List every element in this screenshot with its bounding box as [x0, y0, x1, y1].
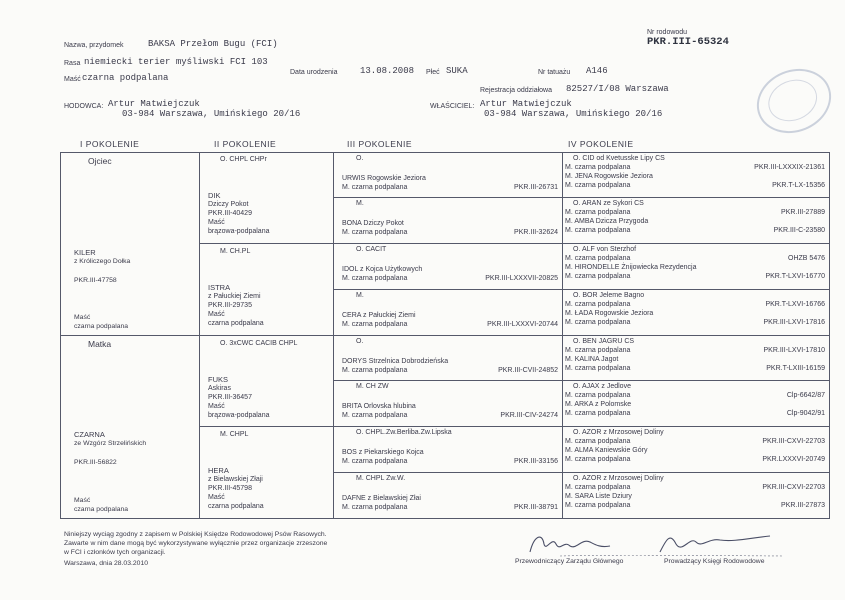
gen3-coat: M. czarna podpalana [342, 321, 408, 328]
gen3-cell [334, 290, 562, 335]
gen3-coat: M. czarna podpalana [342, 458, 408, 465]
dob-value: 13.08.2008 [360, 66, 415, 76]
reg-label: Rejestracja oddziałowa [480, 87, 552, 94]
gen2-titles: M. CH.PL [220, 248, 251, 255]
gen4-sire-coat: M. czarna podpalana [565, 484, 631, 491]
gen4-cell [563, 244, 829, 289]
reg-value: 82527/I/08 Warszawa [566, 84, 669, 94]
gen3-cell [334, 473, 562, 518]
gen2-name: ISTRA [208, 283, 231, 292]
gen3-titles: M. CH ZW [356, 383, 389, 390]
gen4-dam: M. ŁADA Rogowskie Jeziora [565, 310, 654, 317]
gen4-sire-reg: Clp-6642/87 [786, 392, 825, 399]
gen2-coat-label: Maść [208, 494, 225, 501]
sex-label: Płeć [426, 69, 440, 76]
gen4-sire: O. AZOR z Mrzosowej Doliny [573, 429, 664, 436]
owner-label: WŁAŚCICIEL: [430, 103, 475, 110]
tattoo-value: A146 [586, 66, 608, 76]
footer-line-1: Niniejszy wyciąg zgodny z zapisem w Polskiej Księdze Rodowodowej Psów Rasowych. [64, 531, 327, 538]
gen4-dam-reg: PKR.LXXXVI-20749 [762, 456, 825, 463]
gen4-dam-coat: M. czarna podpalana [565, 273, 631, 280]
gen4-cell [563, 336, 829, 380]
sex-value: SUKA [446, 66, 468, 76]
gen3-reg: PKR.III-26731 [514, 184, 558, 191]
gen3-name: DORYS Strzelnica Dobrodzieńska [342, 358, 449, 365]
gen3-reg: PKR.III-LXXXVI-20744 [487, 321, 558, 328]
gen4-sire-coat: M. czarna podpalana [565, 347, 631, 354]
gen3-reg: PKR.III-LXXXVII-20825 [485, 275, 558, 282]
gen2-cell [200, 244, 333, 335]
gen4-dam-coat: M. czarna podpalana [565, 456, 631, 463]
gen4-dam-reg: PKR.III-LXVI-17816 [763, 319, 825, 326]
gen4-cell [563, 290, 829, 335]
gen4-dam: M. HIRONDELLE Żnijowiecka Rezydencja [565, 264, 697, 271]
gen3-name: IDOL z Kojca Użytkowych [342, 266, 423, 273]
gen2-reg: PKR.III-45798 [208, 485, 252, 492]
mother-coat-label: Maść [74, 497, 91, 504]
stamp-seal [747, 58, 841, 144]
gen2-kennel: z Pałuckiej Ziemi [208, 293, 261, 300]
gen4-sire: O. BEN JAGRU CS [573, 338, 635, 345]
gen3-name: BOS z Piekarskiego Kojca [342, 449, 424, 456]
gen4-dam: M. KALINA Jagot [565, 356, 619, 363]
gen2-cell [200, 427, 333, 518]
gen2-reg: PKR.III-36457 [208, 394, 252, 401]
gen3-coat: M. czarna podpalana [342, 275, 408, 282]
coat-value: czarna podpalana [82, 73, 169, 83]
gen3-titles: O. CACIT [356, 246, 387, 253]
gen3-cell [334, 153, 562, 197]
nr-label: Nr rodowodu [647, 29, 688, 36]
gen4-dam: M. AMBA Dzicza Przygoda [565, 218, 649, 225]
gen3-name: BRITA Orlovska hlubina [342, 403, 416, 410]
gen3-cell [334, 198, 562, 243]
gen3-name: BONA Dziczy Pokot [342, 220, 404, 227]
gen3-titles: M. CHPL Zw.W. [356, 475, 406, 482]
gen3-cell [334, 244, 562, 289]
gen4-dam-coat: M. czarna podpalana [565, 410, 631, 417]
gen4-sire-reg: OHZB 5476 [788, 255, 825, 262]
gen4-sire: O. BOR Jeleme Bagno [573, 292, 645, 299]
owner-name: Artur Matwiejczuk [480, 99, 572, 109]
gen2-reg: PKR.III-40429 [208, 210, 252, 217]
gen3-name: URWIS Rogowskie Jeziora [342, 175, 426, 182]
gen3-coat: M. czarna podpalana [342, 504, 408, 511]
gen3-coat: M. czarna podpalana [342, 367, 408, 374]
gen-header-3: III POKOLENIE [347, 139, 413, 149]
gen4-sire-coat: M. czarna podpalana [565, 209, 631, 216]
gen4-dam-reg: PKR.III-C-23580 [773, 227, 825, 234]
gen3-titles: O. [356, 155, 364, 162]
footer-date: Warszawa, dnia 28.03.2010 [64, 560, 149, 567]
gen2-coat-label: Maść [208, 311, 225, 318]
gen4-dam: M. JENA Rogowskie Jeziora [565, 173, 653, 180]
gen3-coat: M. czarna podpalana [342, 184, 408, 191]
gen2-titles: O. CHPL CHPr [220, 156, 267, 163]
gen3-coat: M. czarna podpalana [342, 229, 408, 236]
gen4-dam-coat: M. czarna podpalana [565, 319, 631, 326]
gen3-reg: PKR.III-38791 [514, 504, 558, 511]
breeder-label: HODOWCA: [64, 103, 104, 110]
gen4-sire-reg: PKR.T-LXVI-16766 [765, 301, 825, 308]
gen4-sire: O. AJAX z Jedlove [573, 383, 631, 390]
gen4-dam-coat: M. czarna podpalana [565, 227, 631, 234]
gen3-coat: M. czarna podpalana [342, 412, 408, 419]
signature-label-1: Przewodniczący Zarządu Głównego [515, 558, 624, 565]
gen4-dam-reg: PKR.T-LX-15356 [772, 182, 825, 189]
gen2-cell [200, 336, 333, 426]
gen4-dam: M. ALMA Kaniewskie Góry [565, 447, 648, 454]
gen3-name: DAFNE z Bielawskiej Złai [342, 495, 421, 502]
gen4-sire-reg: PKR.III-LXVI-17810 [763, 347, 825, 354]
gen2-kennel: Dziczy Pokot [208, 201, 249, 208]
breed-value: niemiecki terier myśliwski FCI 103 [84, 57, 268, 67]
gen4-dam: M. ARKA z Polomske [565, 401, 632, 408]
mother-reg: PKR.III-56822 [74, 459, 117, 466]
gen2-coat: czarna podpalana [208, 320, 264, 327]
gen3-titles: O. [356, 338, 364, 345]
gen-header-2: II POKOLENIE [214, 139, 277, 149]
gen2-coat-label: Maść [208, 403, 225, 410]
gen2-coat-label: Maść [208, 219, 225, 226]
gen4-sire-reg: PKR.III-27889 [781, 209, 825, 216]
gen3-titles: M. [356, 200, 364, 207]
footer-line-3: w FCI i członków tych organizacji. [64, 549, 166, 556]
gen2-name: HERA [208, 466, 229, 475]
gen2-coat: brązowa-podpalana [208, 412, 270, 419]
gen4-dam-coat: M. czarna podpalana [565, 365, 631, 372]
gen4-dam-reg: PKR.T-LXIII-16159 [766, 365, 825, 372]
gen2-kennel: Askiras [208, 385, 231, 392]
gen4-sire-reg: PKR.III-LXXXIX-21361 [754, 164, 825, 171]
footer-line-2: Zawarte w nim dane mogą być wykorzystywane wyłącznie przez organizacje zrzeszone [64, 540, 328, 547]
gen4-sire-coat: M. czarna podpalana [565, 301, 631, 308]
gen-header-4: IV POKOLENIE [568, 139, 634, 149]
gen4-cell [563, 427, 829, 472]
gen3-cell [334, 336, 562, 380]
gen4-dam-reg: PKR.III-27873 [781, 502, 825, 509]
gen3-cell [334, 427, 562, 472]
gen2-coat: czarna podpalana [208, 503, 264, 510]
gen4-sire-coat: M. czarna podpalana [565, 255, 631, 262]
gen3-reg: PKR.III-CVII-24852 [498, 367, 558, 374]
coat-label: Maść [64, 76, 81, 83]
father-label: Ojciec [88, 156, 112, 166]
name-label: Nazwa, przydomek [64, 42, 124, 49]
breed-label: Rasa [64, 60, 81, 67]
gen4-sire: O. CID od Kvetusske Lipy CS [573, 155, 665, 162]
gen3-reg: PKR.III-CIV-24274 [500, 412, 558, 419]
gen2-kennel: z Bielawskiej Złaji [208, 476, 263, 483]
gen4-cell [563, 198, 829, 243]
nr-value: PKR.III-65324 [647, 36, 729, 48]
breeder-name: Artur Matwiejczuk [108, 99, 200, 109]
father-coat: czarna podpalana [74, 323, 129, 330]
gen4-dam-coat: M. czarna podpalana [565, 502, 631, 509]
gen2-titles: M. CHPL [220, 431, 249, 438]
gen4-dam-reg: Clp-9042/91 [786, 410, 825, 417]
tattoo-label: Nr tatuażu [538, 69, 571, 76]
gen4-sire: O. ALF von Sterzhof [573, 246, 637, 253]
gen3-reg: PKR.III-32624 [514, 229, 558, 236]
gen3-reg: PKR.III-33156 [514, 458, 558, 465]
gen2-coat: brązowa-podpalana [208, 228, 270, 235]
gen-header-1: I POKOLENIE [80, 139, 140, 149]
gen4-sire: O. AZOR z Mrzosowej Doliny [573, 475, 664, 482]
gen4-cell [563, 381, 829, 426]
gen4-dam: M. SARA Liste Dziury [565, 493, 632, 500]
gen4-sire-coat: M. czarna podpalana [565, 438, 631, 445]
mother-name: CZARNA [74, 430, 105, 439]
father-kennel: z Króliczego Dołka [74, 258, 131, 265]
table-border-bottom [60, 518, 830, 519]
gen4-sire-reg: PKR.III-CXVI-22703 [762, 484, 825, 491]
gen3-titles: O. CHPL.Zw.Berliba.Zw.Lipska [356, 429, 452, 436]
gen2-name: DIK [208, 191, 221, 200]
gen4-sire-coat: M. czarna podpalana [565, 164, 631, 171]
gen4-sire: O. ARAN ze Sykori CS [573, 200, 644, 207]
breeder-address: 03-984 Warszawa, Umińskiego 20/16 [122, 109, 301, 119]
owner-address: 03-984 Warszawa, Umińskiego 20/16 [484, 109, 663, 119]
gen4-dam-reg: PKR.T-LXVI-16770 [765, 273, 825, 280]
gen4-cell [563, 473, 829, 518]
mother-label: Matka [88, 339, 112, 349]
dob-label: Data urodzenia [290, 69, 338, 76]
gen2-reg: PKR.III-29735 [208, 302, 252, 309]
father-reg: PKR.III-47758 [74, 277, 117, 284]
gen4-sire-reg: PKR.III-CXVI-22703 [762, 438, 825, 445]
mother-coat: czarna podpalana [74, 506, 129, 513]
gen4-cell [563, 153, 829, 197]
name-value: BAKSA Przełom Bugu (FCI) [148, 39, 278, 49]
gen3-titles: M. [356, 292, 364, 299]
signature-label-2: Prowadzący Księgi Rodowodowe [664, 558, 765, 565]
gen4-dam-coat: M. czarna podpalana [565, 182, 631, 189]
mother-kennel: ze Wzgórz Strzelińskich [74, 440, 147, 447]
gen3-name: CERA z Pałuckiej Ziemi [342, 312, 416, 319]
handwritten-signatures [520, 522, 790, 562]
gen2-name: FUKS [208, 375, 229, 384]
gen3-cell [334, 381, 562, 426]
father-name: KILER [74, 248, 96, 257]
gen2-cell [200, 152, 333, 243]
gen4-sire-coat: M. czarna podpalana [565, 392, 631, 399]
gen2-titles: O. 3xCWC CACIB CHPL [220, 340, 298, 347]
father-coat-label: Maść [74, 314, 91, 321]
